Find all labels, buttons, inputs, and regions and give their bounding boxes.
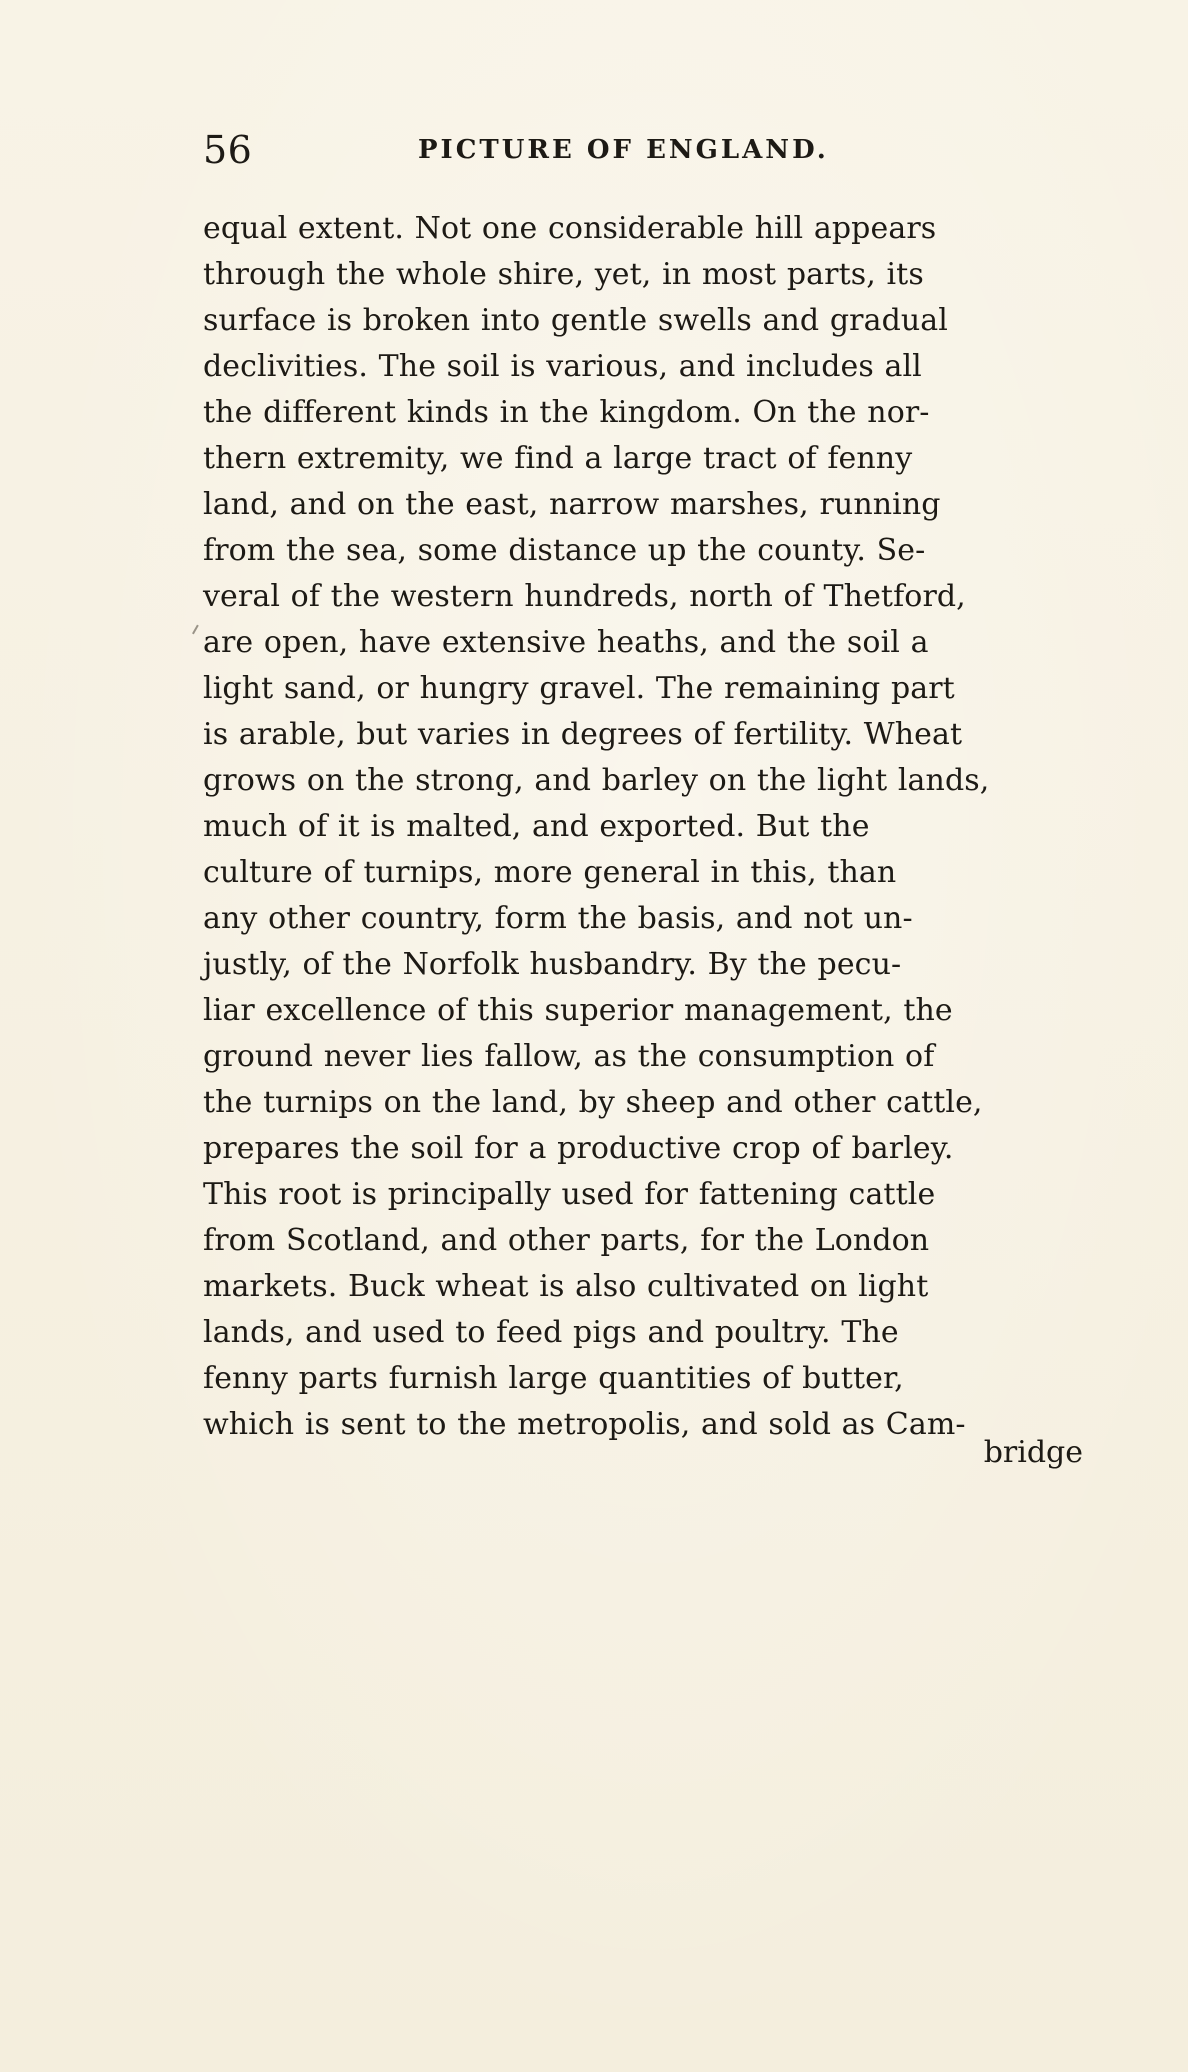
text-line: thern extremity, we find a large tract of fenny bbox=[203, 441, 913, 476]
catchword: bridge bbox=[983, 1435, 1083, 1470]
text-line: through the whole shire, yet, in most parts, its bbox=[203, 257, 924, 292]
text-line: liar excellence of this superior management, the bbox=[203, 993, 953, 1028]
text-line: land, and on the east, narrow marshes, running bbox=[203, 487, 941, 522]
text-line: culture of turnips, more general in this, than bbox=[203, 855, 897, 890]
text-line: the different kinds in the kingdom. On the nor- bbox=[203, 395, 930, 430]
text-line: equal extent. Not one considerable hill appears bbox=[203, 211, 937, 246]
text-line: any other country, form the basis, and not un- bbox=[203, 901, 913, 936]
text-line: is arable, but varies in degrees of fertility. Wheat bbox=[203, 717, 963, 752]
text-line: much of it is malted, and exported. But the bbox=[203, 809, 870, 844]
text-line: are open, have extensive heaths, and the soil a bbox=[203, 625, 929, 660]
text-line: markets. Buck wheat is also cultivated on light bbox=[203, 1269, 929, 1304]
text-line: fenny parts furnish large quantities of butter, bbox=[203, 1361, 904, 1396]
text-line: ground never lies fallow, as the consumption of bbox=[203, 1039, 935, 1074]
text-line: justly, of the Norfolk husbandry. By the pecu- bbox=[203, 947, 902, 982]
text-line: from the sea, some distance up the county. Se- bbox=[203, 533, 926, 568]
text-line: surface is broken into gentle swells and gradual bbox=[203, 303, 948, 338]
text-line: veral of the western hundreds, north of Thetford, bbox=[203, 579, 966, 614]
text-line: which is sent to the metropolis, and sold as Cam- bbox=[203, 1407, 966, 1442]
page-number: 56 bbox=[203, 128, 253, 172]
page-header bbox=[203, 124, 1083, 176]
text-line: light sand, or hungry gravel. The remaining part bbox=[203, 671, 955, 706]
text-line: declivities. The soil is various, and includes all bbox=[203, 349, 922, 384]
body-text bbox=[203, 206, 1083, 1448]
running-head: PICTURE OF ENGLAND. bbox=[418, 135, 829, 165]
text-line: This root is principally used for fattening cattle bbox=[203, 1177, 936, 1212]
text-line: grows on the strong, and barley on the light lands, bbox=[203, 763, 990, 798]
text-line: the turnips on the land, by sheep and other cattle, bbox=[203, 1085, 983, 1120]
text-line: lands, and used to feed pigs and poultry. The bbox=[203, 1315, 899, 1350]
text-line: prepares the soil for a productive crop of barley. bbox=[203, 1131, 954, 1166]
text-line: from Scotland, and other parts, for the London bbox=[203, 1223, 930, 1258]
